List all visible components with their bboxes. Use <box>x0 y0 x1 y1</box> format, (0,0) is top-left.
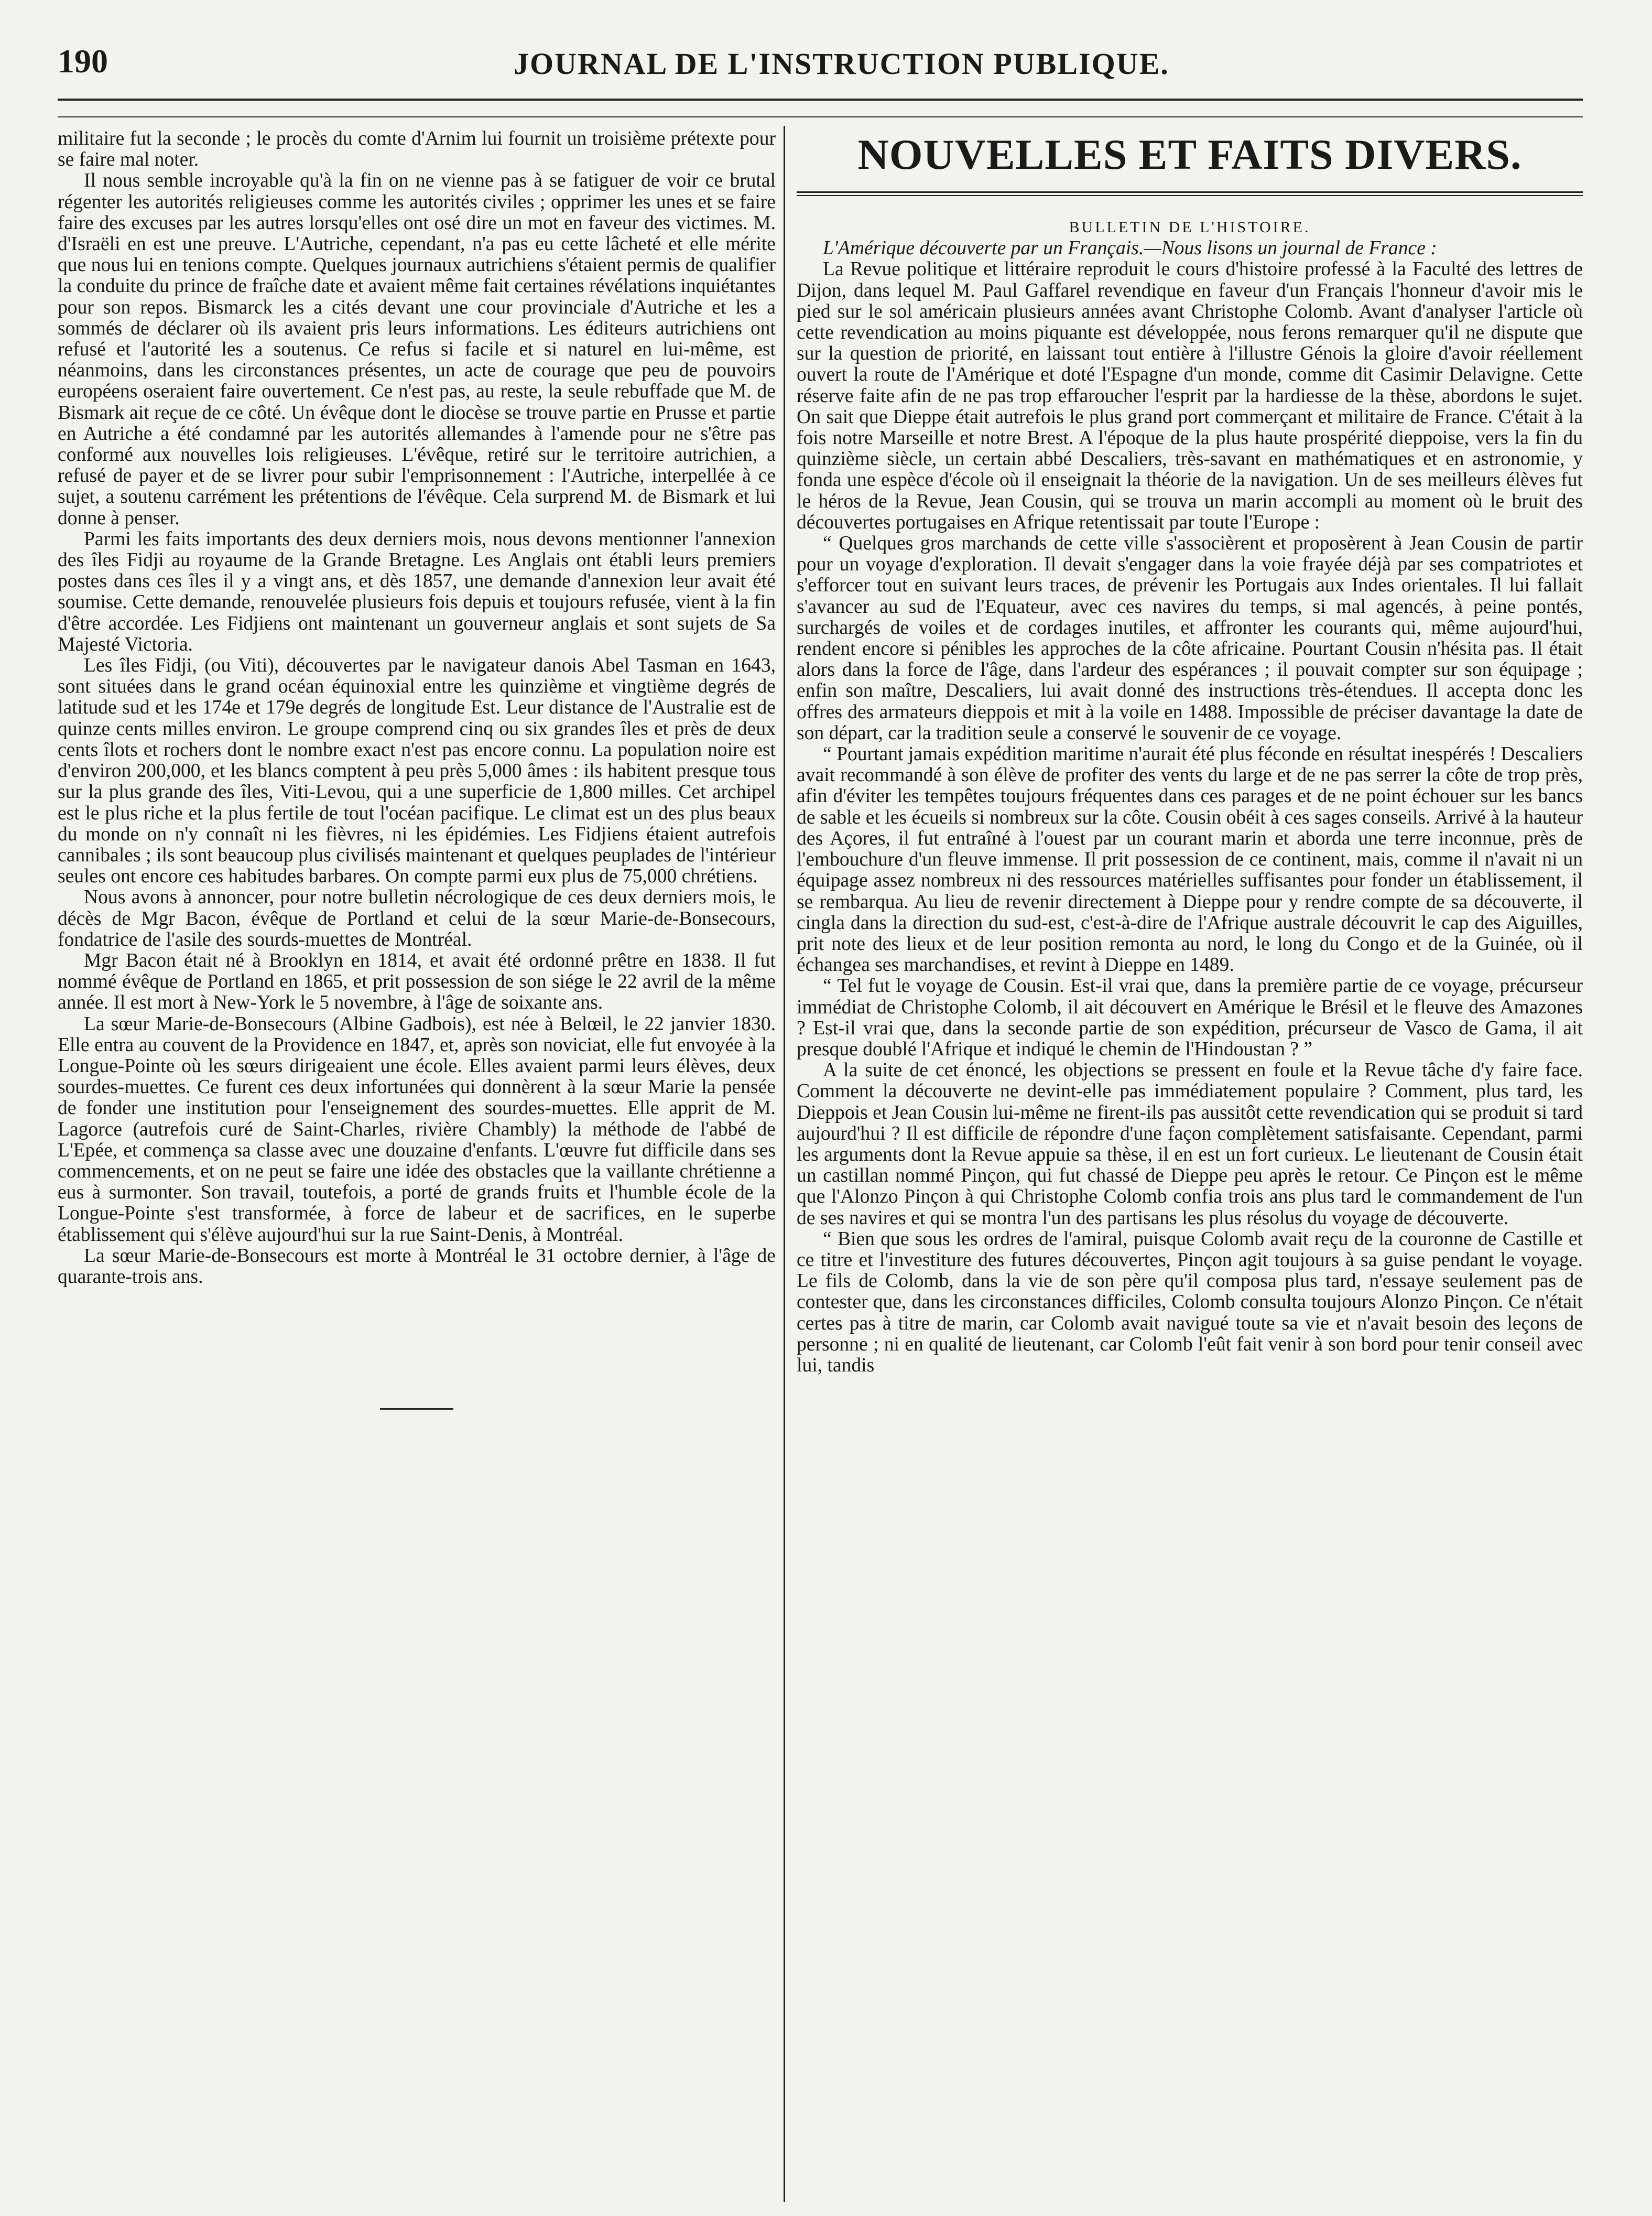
left-column <box>58 128 776 1410</box>
paragraph: La sœur Marie-de-Bonsecours (Albine Gadbois), est née à Belœil, le 22 janvier 1830. Elle entra au couvent de la Providence en 1847, et, après son noviciat, elle fut envoyée à la Longue-Pointe où les sœurs dirigeaient une école. Elles avaient parmi leurs élèves, deux sourdes-muettes. Ce furent ces deux infortunées qui donnèrent à la sœur Marie la pensée de fonder une institution pour l'enseignement des sourdes-muettes. Elle apprit de M. Lagorce (autrefois curé de Saint-Charles, rivière Chambly) la méthode de l'abbé de L'Epée, et commença sa classe avec une douzaine d'enfants. L'œuvre fut difficile dans ses commencements, et on ne peut se faire une idée des obstacles que la vaillante chrétienne a eus à surmonter. Son travail, toutefois, a porté de grands fruits et l'humble école de la Longue-Pointe s'est transformée, à force de labeur et de sacrifices, en le superbe établissement qui s'élève aujourd'hui sur la rue Saint-Denis, à Montréal. <box>58 1013 776 1246</box>
paragraph: militaire fut la seconde ; le procès du comte d'Arnim lui fournit un troisième prétexte pour se faire mal noter. <box>58 128 776 171</box>
header-rule <box>58 99 1583 101</box>
paragraph: “ Tel fut le voyage de Cousin. Est-il vrai que, dans la première partie de ce voyage, précurseur immédiat de Christophe Colomb, il ait découvert en Amérique le Brésil et le fleuve des Amazones ? Est-il vrai que, dans la seconde partie de son expédition, précurseur de Vasco de Gama, il ait presque doublé l'Afrique et indiqué le chemin de l'Hindoustan ? ” <box>797 975 1583 1060</box>
paragraph: “ Bien que sous les ordres de l'amiral, puisque Colomb avait reçu de la couronne de Castille et ce titre et l'investiture des futures découvertes, Pinçon agit toujours à sa guise pendant le voyage. Le fils de Colomb, dans la vie de son père qu'il composa plus tard, n'essaye seulement pas de contester que, dans les circonstances difficiles, Colomb consulta toujours Alonzo Pinçon. Ce n'était certes pas à titre de marin, car Colomb avait navigué toute sa vie et n'avait besoin des leçons de personne ; ni en qualité de lieutenant, car Colomb l'eût fait venir à son bord pour tenir conseil avec lui, tandis <box>797 1228 1583 1376</box>
right-column <box>797 128 1583 1376</box>
paragraph: Parmi les faits importants des deux derniers mois, nous devons mentionner l'annexion des îles Fidji au royaume de la Grande Bretagne. Les Anglais ont établi leurs premiers postes dans ces îles il y a vingt ans, et dès 1857, une demande d'annexion leur avait été soumise. Cette demande, renouvelée plusieurs fois depuis et toujours refusée, vient à la fin d'être accordée. Les Fidjiens ont maintenant un gouverneur anglais et sont sujets de Sa Majesté Victoria. <box>58 528 776 655</box>
journal-title: JOURNAL DE L'INSTRUCTION PUBLIQUE. <box>514 47 1169 81</box>
section-rule <box>797 191 1583 193</box>
paragraph: L'Amérique découverte par un Français.—Nous lisons un journal de France : <box>823 237 1437 260</box>
section-title: NOUVELLES ET FAITS DIVERS. <box>857 131 1522 178</box>
section-rule-thin <box>797 195 1583 196</box>
column-divider <box>784 126 785 2202</box>
paragraph: Mgr Bacon était né à Brooklyn en 1814, et avait été ordonné prêtre en 1838. Il fut nommé évêque de Portland en 1865, et prit possession de son siége le 22 avril de la même année. Il est mort à New-York le 5 novembre, à l'âge de soixante ans. <box>58 949 776 1014</box>
paragraph: Les îles Fidji, (ou Viti), découvertes par le navigateur danois Abel Tasman en 1643, sont situées dans le grand océan équinoxial entre les quinzième et vingtième degrés de latitude sud et les 174e et 179e degrés de longitude Est. Leur distance de l'Australie est de quinze cents milles environ. Le groupe comprend cinq ou six grandes îles et près de deux cents îlots et rochers dont le nombre exact n'est pas encore connu. La population noire est d'environ 200,000, et les blancs comptent à peu près 5,000 âmes : ils habitent presque tous sur la plus grande des îles, Viti-Levou, qui a une superficie de 1,800 milles. Cet archipel est le plus riche et la plus fertile de tout l'océan pacifique. Le climat est un des plus beaux du monde on n'y connaît ni les fièvres, ni les épidémies. Les Fidjiens étaient autrefois cannibales ; ils sont beaucoup plus civilisés maintenant et quelques peuplades de l'intérieur seules ont encore ces habitudes barbares. On compte parmi eux plus de 75,000 chrétiens. <box>58 655 776 888</box>
paragraph: Nous avons à annoncer, pour notre bulletin nécrologique de ces deux derniers mois, le décès de Mgr Bacon, évêque de Portland et celui de la sœur Marie-de-Bonsecours, fondatrice de l'asile des sourds-muettes de Montréal. <box>58 887 776 950</box>
paragraph: Il nous semble incroyable qu'à la fin on ne vienne pas à se fatiguer de voir ce brutal régenter les autorités religieuses comme les autorités civiles ; opprimer les unes et se faire faire des excuses par les autres lorsqu'elles ont osé dire un mot en faveur des victimes. M. d'Israëli en est une preuve. L'Autriche, cependant, n'a pas eu cette lâcheté et elle mérite que nous lui en tenions compte. Quelques journaux autrichiens s'étaient permis de qualifier la conduite du prince de fraîche date et avaient même fait certaines révélations inquiétantes pour son repos. Bismarck les a cités devant une cour provinciale d'Autriche et les a sommés de déclarer où ils avaient pris leurs informations. Les éditeurs autrichiens ont refusé et l'autorité les a soutenus. Ce refus si facile et si naturel en lui-même, est néanmoins, dans les circonstances présentes, un acte de courage que peu de pouvoirs européens oseraient faire ouvertement. Ce n'est pas, au reste, la seule rebuffade que M. de Bismark ait reçue de ce côté. Un évêque dont le diocèse se trouve partie en Prusse et partie en Autriche a été condamné par les autorités allemandes à l'amende pour ne s'être pas conformé aux nouvelles lois religieuses. L'évêque, retiré sur le territoire autrichien, a refusé de payer et de se livrer pour subir l'emprisonnement : l'Autriche, interpellée à ce sujet, a soutenu carrément les prétentions de l'évêque. Cela surprend M. de Bismark et lui donne à penser. <box>58 170 776 529</box>
header-rule-thin <box>58 116 1583 117</box>
paragraph: La sœur Marie-de-Bonsecours est morte à Montréal le 31 octobre dernier, à l'âge de quarante-trois ans. <box>58 1245 776 1288</box>
paragraph: “ Quelques gros marchands de cette ville s'associèrent et proposèrent à Jean Cousin de partir pour un voyage d'exploration. Il devait s'engager dans la voie frayée déjà par ses compatriotes et s'efforcer tout en suivant leurs traces, de prévenir les Portugais aux Indes orientales. Il lui fallait s'avancer au sud de l'Equateur, avec ces navires du temps, si mal agencés, à peine pontés, surchargés de voiles et de cordages inutiles, et affronter les courants qui, même aujourd'hui, rendent encore si pénibles les approches de la côte africaine. Pourtant Cousin n'hésita pas. Il était alors dans la force de l'âge, dans l'ardeur des espérances ; il pouvait compter sur son équipage ; enfin son maître, Descaliers, lui avait donné des instructions très-étendues. Il accepta donc les offres des armateurs dieppois et mit à la voile en 1488. Impossible de préciser davantage la date de son départ, car la tradition seule a conservé le souvenir de ce voyage. <box>797 533 1583 744</box>
paragraph: La Revue politique et littéraire reproduit le cours d'histoire professé à la Faculté des lettres de Dijon, dans lequel M. Paul Gaffarel revendique en faveur d'un Français l'honneur d'avoir mis le pied sur le sol américain plusieurs années avant Christophe Colomb. Avant d'analyser l'article où cette revendication au moins piquante est développée, nous ferons remarquer qu'il ne dispute que sur la question de priorité, en laissant tout entière à l'illustre Génois la gloire d'avoir réellement ouvert la route de l'Amérique et doté l'Espagne d'un monde, comme dit Casimir Delavigne. Cette réserve faite afin de ne pas trop effaroucher l'esprit par la hardiesse de la thèse, abordons le sujet. On sait que Dieppe était autrefois le plus grand port commerçant et militaire de France. C'était à la fois notre Marseille et notre Brest. A l'époque de la plus haute prospérité dieppoise, vers la fin du quinzième siècle, un certain abbé Descaliers, très-savant en mathématiques et en astronomie, y fonda une espèce d'école où il enseignait la théorie de la navigation. Un de ses meilleurs élèves fut le héros de la Revue, Jean Cousin, qui se trouva un marin accompli au moment où le bruit des découvertes portugaises en Afrique retentissait par toute l'Europe : <box>797 258 1583 533</box>
paragraph: “ Pourtant jamais expédition maritime n'aurait été plus féconde en résultat inespérés ! Descaliers avait recommandé à son élève de profiter des vents du large et de ne pas serrer la côte de trop près, afin d'éviter les tempêtes toujours fréquentes dans ces parages et de ne point échouer sur les bancs de sable et les écueils si nombreux sur la côte. Cousin obéit à ces sages conseils. Arrivé à la hauteur des Açores, il fut entraîné à l'ouest par un courant marin et aborda une terre inconnue, près de l'embouchure d'un fleuve immense. Il prit possession de ce continent, mais, comme il n'avait ni un équipage assez nombreux ni des ressources matérielles suffisantes pour fonder un établissement, il se rembarqua. Au lieu de revenir directement à Dieppe pour y rendre compte de sa découverte, il cingla dans la direction du sud-est, c'est-à-dire de l'Afrique australe découvrit le cap des Aiguilles, prit note des lieux et de leur position remonta au nord, le long du Congo et de la Guinée, où il échangea ses marchandises, et revint à Dieppe en 1489. <box>797 743 1583 976</box>
page-header <box>58 37 1583 100</box>
end-rule <box>380 1408 453 1410</box>
bulletin-heading: BULLETIN DE L'HISTOIRE. <box>1069 219 1311 236</box>
paragraph: A la suite de cet énoncé, les objections se pressent en foule et la Revue tâche d'y faire face. Comment la découverte ne devint-elle pas immédiatement populaire ? Comment, plus tard, les Dieppois et Jean Cousin lui-même ne firent-ils pas aussitôt cette revendication qui se produit si tard aujourd'hui ? Il est difficile de répondre d'une façon complètement satisfaisante. Cependant, parmi les arguments dont la Revue appuie sa thèse, il en est un fort curieux. Le lieutenant de Cousin était un castillan nommé Pinçon, qui fut chassé de Dieppe peu après le retour. Ce Pinçon est le même que l'Alonzo Pinçon à qui Christophe Colomb confia trois ans plus tard le commandement de l'un de ses navires et qui se montra l'un des partisans les plus résolus du voyage de découverte. <box>797 1060 1583 1229</box>
page-number: 190 <box>58 42 108 80</box>
